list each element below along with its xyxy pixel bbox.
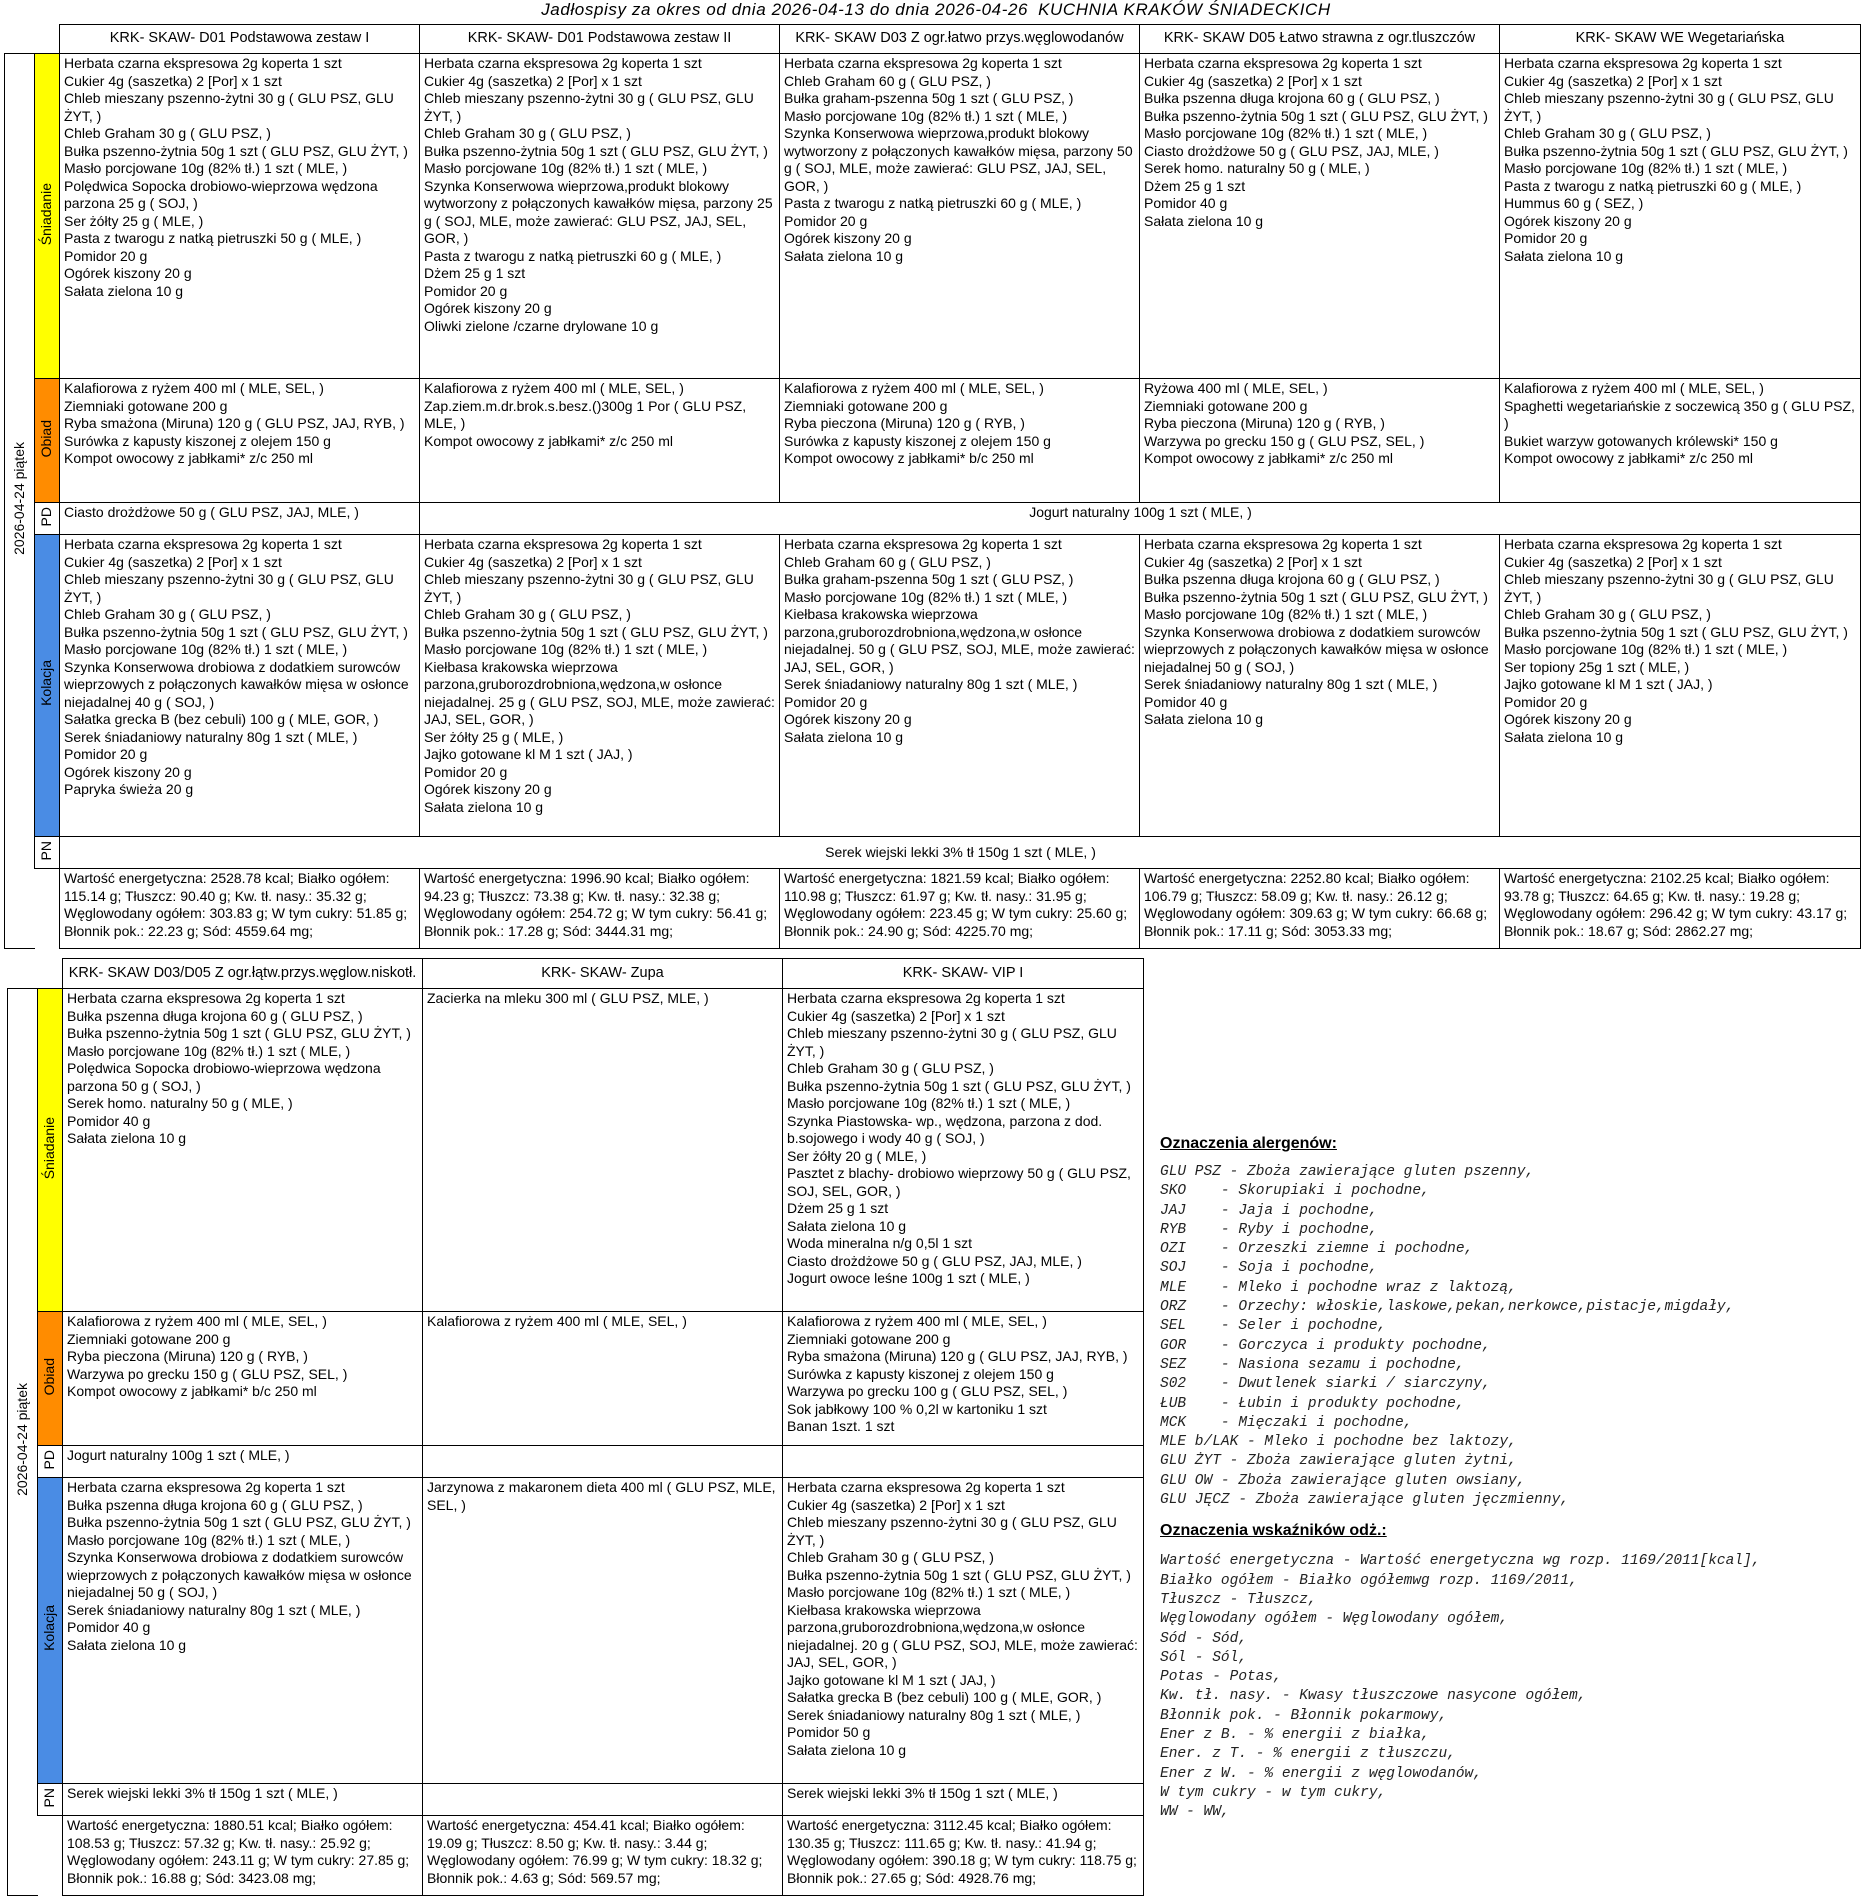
diet-header: KRK- SKAW D05 Łatwo strawna z ogr.tluszczów bbox=[1140, 25, 1500, 54]
menu-line: Ser żółty 20 g ( MLE, ) bbox=[787, 1147, 927, 1164]
menu-line: Masło porcjowane 10g (82% tł.) 1 szt ( MLE, ) bbox=[1504, 641, 1788, 657]
menu-line: Chleb mieszany pszenno-żytni 30 g ( GLU PSZ, GLU ŻYT, ) bbox=[787, 1514, 1117, 1548]
menu-line: Kalafiorowa z ryżem 400 ml ( MLE, SEL, ) bbox=[427, 1313, 687, 1329]
diet-header: KRK- SKAW D03 Z ogr.łatwo przys.węglowodanów bbox=[780, 25, 1140, 54]
menu-line: Węglowodany ogółem - Węglowodany ogółem, bbox=[1160, 1611, 1509, 1628]
menu-line: Kalafiorowa z ryżem 400 ml ( MLE, SEL, ) bbox=[424, 380, 684, 396]
menu-line: Masło porcjowane 10g (82% tł.) 1 szt ( MLE, ) bbox=[424, 160, 708, 176]
menu-line: Sałata zielona 10 g bbox=[787, 1217, 907, 1234]
menu-line: Warzywa po grecku 150 g ( GLU PSZ, SEL, ) bbox=[67, 1365, 348, 1382]
menu-line: Jajko gotowane kl M 1 szt ( JAJ, ) bbox=[787, 1671, 996, 1688]
menu-line: Pasztet z blachy- drobiowo wieprzowy 50 g ( GLU PSZ, SOJ, SEL, GOR, ) bbox=[787, 1165, 1131, 1199]
meal-label-sniadanie: Śniadanie bbox=[38, 989, 63, 1312]
menu-line: Pomidor 40 g bbox=[1144, 195, 1228, 211]
menu-cell bbox=[1500, 54, 1861, 379]
menu-line: Cukier 4g (saszetka) 2 [Por] x 1 szt bbox=[64, 553, 282, 570]
menu-cell bbox=[1500, 379, 1861, 503]
menu-line: Cukier 4g (saszetka) 2 [Por] x 1 szt bbox=[424, 553, 642, 570]
menu-line: JAJ - Jaja i pochodne, bbox=[1160, 1202, 1378, 1219]
menu-line: Jajko gotowane kl M 1 szt ( JAJ, ) bbox=[424, 746, 633, 762]
menu-line: Serek śniadaniowy naturalny 80g 1 szt ( MLE, ) bbox=[787, 1706, 1081, 1723]
menu-line: Spaghetti wegetariańskie z soczewicą 350 g ( GLU PSZ, ) bbox=[1504, 397, 1855, 431]
menu-line: Szynka Konserwowa wieprzowa,produkt blokowy wytworzony z połączonych kawałków mięsa, parzony 50 g ( SOJ, MLE, może zawierać: GLU PSZ, JAJ, SEL, GOR, ) bbox=[784, 125, 1133, 194]
menu-cell bbox=[780, 54, 1140, 379]
menu-line: Herbata czarna ekspresowa 2g koperta 1 szt bbox=[64, 536, 342, 552]
allergens-list bbox=[1160, 1163, 1860, 1510]
menu-line: MLE b/LAK - Mleko i pochodne bez laktozy, bbox=[1160, 1434, 1517, 1451]
menu-line: Ziemniaki gotowane 200 g bbox=[784, 397, 948, 414]
menu-line: Chleb Graham 60 g ( GLU PSZ, ) bbox=[784, 72, 991, 89]
menu-line: Hummus 60 g ( SEZ, ) bbox=[1504, 195, 1644, 211]
menu-line: Masło porcjowane 10g (82% tł.) 1 szt ( MLE, ) bbox=[1144, 125, 1428, 141]
menu-line: Pomidor 20 g bbox=[64, 247, 148, 264]
menu-line: Białko ogółem - Białko ogółemwg rozp. 1169/2011, bbox=[1160, 1572, 1578, 1589]
menu-line: Szynka Konserwowa drobiowa z dodatkiem surowców wieprzowych z połączonych kawałków mięsa w osłonce niejadalnej 50 g ( SOJ, ) bbox=[67, 1549, 412, 1600]
date-label: 2026-04-24 piątek bbox=[8, 989, 38, 1896]
menu-line: Bułka pszenna długa krojona 60 g ( GLU PSZ, ) bbox=[67, 1007, 363, 1024]
menu-cell bbox=[420, 535, 780, 837]
menu-line: Pomidor 20 g bbox=[784, 212, 868, 229]
menu-line: Ogórek kiszony 20 g bbox=[1504, 212, 1632, 229]
indicators-title: Oznaczenia wskaźników odż.: bbox=[1160, 1522, 1387, 1540]
nutrition-summary: Wartość energetyczna: 1880.51 kcal; Białko ogółem: 108.53 g; Tłuszcz: 57.32 g; Kw. tł. nasy.: 25.92 g; Węglowodany ogółem: 243.11 g; W tym cukry: 27.85 g; Błonnik pok.: 16.88 g; Sód: 3423.08 mg; bbox=[63, 1816, 423, 1896]
menu-line: Masło porcjowane 10g (82% tł.) 1 szt ( MLE, ) bbox=[1504, 160, 1788, 176]
menu-cell-merged: Serek wiejski lekki 3% tł 150g 1 szt ( MLE, ) bbox=[60, 837, 1861, 869]
diet-header: KRK- SKAW- VIP I bbox=[783, 959, 1144, 989]
menu-line: Bułka pszenna długa krojona 60 g ( GLU PSZ, ) bbox=[67, 1496, 363, 1513]
menu-line: Warzywa po grecku 150 g ( GLU PSZ, SEL, ) bbox=[1144, 432, 1425, 449]
menu-line: Kalafiorowa z ryżem 400 ml ( MLE, SEL, ) bbox=[784, 380, 1044, 396]
menu-line: Bułka pszenno-żytnia 50g 1 szt ( GLU PSZ, GLU ŻYT, ) bbox=[424, 142, 768, 159]
menu-line: Sałatka grecka B (bez cebuli) 100 g ( MLE, GOR, ) bbox=[64, 711, 379, 727]
menu-line: Bułka pszenno-żytnia 50g 1 szt ( GLU PSZ, GLU ŻYT, ) bbox=[64, 142, 408, 159]
menu-line: Herbata czarna ekspresowa 2g koperta 1 szt bbox=[784, 536, 1062, 552]
menu-line: Sałata zielona 10 g bbox=[1144, 711, 1264, 727]
menu-line: Herbata czarna ekspresowa 2g koperta 1 szt bbox=[787, 990, 1065, 1006]
meal-label-sniadanie: Śniadanie bbox=[35, 54, 60, 379]
menu-line: Herbata czarna ekspresowa 2g koperta 1 szt bbox=[424, 55, 702, 71]
menu-line: Serek śniadaniowy naturalny 80g 1 szt ( MLE, ) bbox=[1144, 676, 1438, 692]
menu-line: Herbata czarna ekspresowa 2g koperta 1 szt bbox=[1144, 55, 1422, 71]
menu-cell bbox=[60, 54, 420, 379]
menu-line: ŁUB - Łubin i produkty pochodne, bbox=[1160, 1395, 1465, 1412]
menu-line: Sałata zielona 10 g bbox=[787, 1741, 907, 1758]
menu-line: Bułka pszenno-żytnia 50g 1 szt ( GLU PSZ, GLU ŻYT, ) bbox=[1504, 142, 1848, 159]
menu-line: Tłuszcz - Tłuszcz, bbox=[1160, 1591, 1317, 1608]
menu-cell bbox=[783, 1312, 1144, 1446]
menu-line: Warzywa po grecku 100 g ( GLU PSZ, SEL, ) bbox=[787, 1383, 1068, 1399]
menu-line: Masło porcjowane 10g (82% tł.) 1 szt ( MLE, ) bbox=[64, 160, 348, 176]
indicators-list bbox=[1160, 1552, 1860, 1822]
menu-line: Pomidor 40 g bbox=[67, 1112, 151, 1129]
menu-line: SEL - Seler i pochodne, bbox=[1160, 1318, 1387, 1335]
menu-line: Cukier 4g (saszetka) 2 [Por] x 1 szt bbox=[1144, 72, 1362, 89]
menu-line: Kompot owocowy z jabłkami* z/c 250 ml bbox=[64, 450, 313, 466]
menu-line: Pasta z twarogu z natką pietruszki 50 g ( MLE, ) bbox=[64, 230, 362, 246]
menu-line: Bułka graham-pszenna 50g 1 szt ( GLU PSZ, ) bbox=[784, 90, 1074, 106]
menu-line: Pomidor 20 g bbox=[64, 746, 148, 762]
menu-line: Chleb mieszany pszenno-żytni 30 g ( GLU PSZ, GLU ŻYT, ) bbox=[1504, 90, 1834, 124]
menu-line: Cukier 4g (saszetka) 2 [Por] x 1 szt bbox=[1504, 72, 1722, 89]
menu-line: Pomidor 40 g bbox=[67, 1619, 151, 1635]
menu-line: GOR - Gorczyca i produkty pochodne, bbox=[1160, 1337, 1491, 1354]
menu-cell bbox=[423, 1784, 783, 1816]
diet-header: KRK- SKAW- Zupa bbox=[423, 959, 783, 989]
menu-line: WW - WW, bbox=[1160, 1804, 1230, 1821]
nutrition-summary: Wartość energetyczna: 1821.59 kcal; Białko ogółem: 110.98 g; Tłuszcz: 61.97 g; Kw. tł. nasy.: 31.95 g; Węglowodany ogółem: 223.45 g; W tym cukry: 25.60 g; Błonnik pok.: 24.90 g; Sód: 4225.70 mg; bbox=[780, 869, 1140, 949]
menu-line: Chleb Graham 30 g ( GLU PSZ, ) bbox=[787, 1060, 994, 1076]
menu-line: Ener. z T. - % energii z tłuszczu, bbox=[1160, 1746, 1456, 1763]
menu-line: Masło porcjowane 10g (82% tł.) 1 szt ( MLE, ) bbox=[67, 1042, 351, 1059]
menu-line: Ogórek kiszony 20 g bbox=[424, 781, 552, 797]
menu-line: Chleb mieszany pszenno-żytni 30 g ( GLU PSZ, GLU ŻYT, ) bbox=[424, 90, 754, 124]
menu-line: Kompot owocowy z jabłkami* z/c 250 ml bbox=[1144, 450, 1393, 466]
menu-line: Serek śniadaniowy naturalny 80g 1 szt ( MLE, ) bbox=[67, 1601, 361, 1618]
diet-header: KRK- SKAW- D01 Podstawowa zestaw I bbox=[60, 25, 420, 54]
menu-cell bbox=[420, 379, 780, 503]
menu-cell: Serek wiejski lekki 3% tł 150g 1 szt ( MLE, ) bbox=[783, 1784, 1144, 1816]
nutrition-summary: Wartość energetyczna: 3112.45 kcal; Białko ogółem: 130.35 g; Tłuszcz: 111.65 g; Kw. tł. nasy.: 41.94 g; Węglowodany ogółem: 390.18 g; W tym cukry: 118.75 g; Błonnik pok.: 27.65 g; Sód: 4928.76 mg; bbox=[783, 1816, 1144, 1896]
menu-line: Jarzynowa z makaronem dieta 400 ml ( GLU PSZ, MLE, SEL, ) bbox=[427, 1479, 776, 1513]
menu-line: Pomidor 20 g bbox=[1504, 230, 1588, 246]
menu-line: Masło porcjowane 10g (82% tł.) 1 szt ( MLE, ) bbox=[1144, 606, 1428, 622]
menu-line: Ryba smażona (Miruna) 120 g ( GLU PSZ, JAJ, RYB, ) bbox=[787, 1348, 1128, 1364]
menu-line: Masło porcjowane 10g (82% tł.) 1 szt ( MLE, ) bbox=[784, 588, 1068, 605]
menu-line: Chleb mieszany pszenno-żytni 30 g ( GLU PSZ, GLU ŻYT, ) bbox=[424, 571, 754, 605]
menu-line: Herbata czarna ekspresowa 2g koperta 1 szt bbox=[424, 536, 702, 552]
menu-line: Kalafiorowa z ryżem 400 ml ( MLE, SEL, ) bbox=[67, 1313, 327, 1329]
menu-line: Bukiet warzyw gotowanych królewski* 150 g bbox=[1504, 432, 1778, 449]
menu-line: Sok jabłkowy 100 % 0,2l w kartoniku 1 szt bbox=[787, 1400, 1047, 1417]
menu-line: Surówka z kapusty kiszonej z olejem 150 g bbox=[64, 432, 331, 449]
menu-line: Sałata zielona 10 g bbox=[424, 798, 544, 815]
menu-line: Kompot owocowy z jabłkami* z/c 250 ml bbox=[1504, 450, 1753, 466]
menu-line: Bułka graham-pszenna 50g 1 szt ( GLU PSZ, ) bbox=[784, 571, 1074, 587]
menu-line: Serek śniadaniowy naturalny 80g 1 szt ( MLE, ) bbox=[64, 728, 358, 745]
menu-line: Kompot owocowy z jabłkami* b/c 250 ml bbox=[67, 1383, 317, 1399]
menu-line: Cukier 4g (saszetka) 2 [Por] x 1 szt bbox=[424, 72, 642, 89]
menu-cell bbox=[1500, 535, 1861, 837]
menu-line: Chleb Graham 30 g ( GLU PSZ, ) bbox=[64, 125, 271, 141]
menu-line: Kw. tł. nasy. - Kwasy tłuszczowe nasycone ogółem, bbox=[1160, 1688, 1587, 1705]
menu-line: Kalafiorowa z ryżem 400 ml ( MLE, SEL, ) bbox=[1504, 380, 1764, 396]
menu-line: Sól - Sól, bbox=[1160, 1649, 1248, 1666]
menu-line: MLE - Mleko i pochodne wraz z laktozą, bbox=[1160, 1279, 1517, 1296]
menu-line: Kiełbasa krakowska wieprzowa parzona,gruborozdrobniona,wędzona,w osłonce niejadalnej. 50 g ( GLU PSZ, SOJ, MLE, może zawierać: JAJ, SEL, GOR, ) bbox=[784, 606, 1135, 675]
menu-line: GLU PSZ - Zboża zawierające gluten pszenny, bbox=[1160, 1164, 1535, 1180]
menu-line: Chleb Graham 60 g ( GLU PSZ, ) bbox=[784, 553, 991, 570]
menu-line: Ziemniaki gotowane 200 g bbox=[1144, 397, 1308, 414]
menu-cell bbox=[783, 1478, 1144, 1784]
diet-header: KRK- SKAW D03/D05 Z ogr.łątw.przys.węglow.niskotł. bbox=[63, 959, 423, 989]
menu-line: Zap.ziem.m.dr.brok.s.besz.()300g 1 Por ( GLU PSZ, MLE, ) bbox=[424, 397, 747, 431]
menu-cell bbox=[63, 1478, 423, 1784]
menu-line: Cukier 4g (saszetka) 2 [Por] x 1 szt bbox=[787, 1007, 1005, 1024]
menu-line: Cukier 4g (saszetka) 2 [Por] x 1 szt bbox=[1144, 553, 1362, 570]
menu-line: Ryba pieczona (Miruna) 120 g ( RYB, ) bbox=[784, 415, 1025, 431]
menu-line: Herbata czarna ekspresowa 2g koperta 1 szt bbox=[1504, 536, 1782, 552]
menu-cell bbox=[780, 535, 1140, 837]
menu-line: Ser żółty 25 g ( MLE, ) bbox=[424, 728, 564, 745]
menu-line: Wartość energetyczna - Wartość energetyczna wg rozp. 1169/2011[kcal], bbox=[1160, 1553, 1761, 1570]
menu-cell: Serek wiejski lekki 3% tł 150g 1 szt ( MLE, ) bbox=[63, 1784, 423, 1816]
date-label: 2026-04-24 piątek bbox=[5, 54, 35, 949]
menu-line: Pomidor 20 g bbox=[424, 763, 508, 780]
menu-line: Błonnik pok. - Błonnik pokarmowy, bbox=[1160, 1707, 1448, 1724]
menu-line: Pomidor 20 g bbox=[424, 282, 508, 299]
meal-label-obiad: Obiad bbox=[35, 379, 60, 503]
menu-line: Sałata zielona 10 g bbox=[1504, 247, 1624, 264]
menu-line: Ryżowa 400 ml ( MLE, SEL, ) bbox=[1144, 380, 1328, 396]
menu-line: Surówka z kapusty kiszonej z olejem 150 g bbox=[787, 1365, 1054, 1382]
menu-line: Herbata czarna ekspresowa 2g koperta 1 szt bbox=[64, 55, 342, 71]
menu-line: Bułka pszenno-żytnia 50g 1 szt ( GLU PSZ, GLU ŻYT, ) bbox=[787, 1077, 1131, 1094]
menu-line: SOJ - Soja i pochodne, bbox=[1160, 1260, 1378, 1277]
menu-line: Szynka Konserwowa drobiowa z dodatkiem surowców wieprzowych z połączonych kawałków mięsa w osłonce niejadalnej 40 g ( SOJ, ) bbox=[64, 658, 409, 710]
meal-label-pd: PD bbox=[38, 1446, 63, 1478]
menu-line: Bułka pszenna długa krojona 60 g ( GLU PSZ, ) bbox=[1144, 571, 1440, 587]
menu-line: Herbata czarna ekspresowa 2g koperta 1 szt bbox=[784, 55, 1062, 71]
meal-label-pd: PD bbox=[35, 503, 60, 535]
menu-cell-merged: Jogurt naturalny 100g 1 szt ( MLE, ) bbox=[420, 503, 1861, 535]
menu-line: Cukier 4g (saszetka) 2 [Por] x 1 szt bbox=[1504, 553, 1722, 570]
menu-line: Ryba pieczona (Miruna) 120 g ( RYB, ) bbox=[1144, 415, 1385, 431]
menu-line: Ziemniaki gotowane 200 g bbox=[64, 397, 228, 414]
menu-line: GLU OW - Zboża zawierające gluten owsiany, bbox=[1160, 1472, 1526, 1489]
menu-line: Chleb mieszany pszenno-żytni 30 g ( GLU PSZ, GLU ŻYT, ) bbox=[64, 571, 394, 605]
menu-line: Bułka pszenno-żytnia 50g 1 szt ( GLU PSZ, GLU ŻYT, ) bbox=[67, 1514, 411, 1530]
menu-line: Jogurt owoce leśne 100g 1 szt ( MLE, ) bbox=[787, 1270, 1030, 1286]
meal-label-pn: PN bbox=[38, 1784, 63, 1816]
menu-line: Herbata czarna ekspresowa 2g koperta 1 szt bbox=[787, 1479, 1065, 1495]
menu-line: Banan 1szt. 1 szt bbox=[787, 1418, 895, 1434]
menu-line: Sałatka grecka B (bez cebuli) 100 g ( MLE, GOR, ) bbox=[787, 1689, 1102, 1705]
menu-line: Oliwki zielone /czarne drylowane 10 g bbox=[424, 317, 659, 334]
menu-line: GLU JĘCZ - Zboża zawierające gluten jęczmienny, bbox=[1160, 1492, 1569, 1509]
menu-line: Chleb Graham 30 g ( GLU PSZ, ) bbox=[424, 125, 631, 141]
menu-line: Serek śniadaniowy naturalny 80g 1 szt ( MLE, ) bbox=[784, 676, 1078, 692]
meal-label-pn: PN bbox=[35, 837, 60, 869]
menu-line: Kompot owocowy z jabłkami* z/c 250 ml bbox=[424, 432, 673, 449]
menu-line: Pomidor 50 g bbox=[787, 1724, 871, 1740]
menu-table-section-1 bbox=[4, 24, 1861, 949]
menu-line: Bułka pszenno-żytnia 50g 1 szt ( GLU PSZ, GLU ŻYT, ) bbox=[424, 623, 768, 640]
legend bbox=[1160, 1135, 1860, 1823]
period-title: Jadłospisy za okres od dnia 2026-04-13 do dnia 2026-04-26 bbox=[541, 0, 1029, 19]
menu-line: Szynka Konserwowa drobiowa z dodatkiem surowców wieprzowych z połączonych kawałków mięsa w osłonce niejadalnej 50 g ( SOJ, ) bbox=[1144, 623, 1489, 675]
nutrition-summary: Wartość energetyczna: 2252.80 kcal; Białko ogółem: 106.79 g; Tłuszcz: 58.09 g; Kw. tł. nasy.: 26.12 g; Węglowodany ogółem: 309.63 g; W tym cukry: 66.68 g; Błonnik pok.: 17.11 g; Sód: 3053.33 mg; bbox=[1140, 869, 1500, 949]
menu-line: SEZ - Nasiona sezamu i pochodne, bbox=[1160, 1356, 1465, 1373]
menu-line: Pasta z twarogu z natką pietruszki 60 g ( MLE, ) bbox=[1504, 177, 1802, 194]
menu-line: Pasta z twarogu z natką pietruszki 60 g ( MLE, ) bbox=[784, 195, 1082, 211]
menu-line: Bułka pszenna długa krojona 60 g ( GLU PSZ, ) bbox=[1144, 90, 1440, 106]
nutrition-summary: Wartość energetyczna: 2102.25 kcal; Białko ogółem: 93.78 g; Tłuszcz: 64.65 g; Kw. tł. nasy.: 19.28 g; Węglowodany ogółem: 296.42 g; W tym cukry: 43.17 g; Błonnik pok.: 18.67 g; Sód: 2862.27 mg; bbox=[1500, 869, 1861, 949]
menu-line: Kompot owocowy z jabłkami* b/c 250 ml bbox=[784, 450, 1034, 466]
menu-line: Ser żółty 25 g ( MLE, ) bbox=[64, 212, 204, 229]
menu-line: Ogórek kiszony 20 g bbox=[784, 230, 912, 246]
menu-line: Ogórek kiszony 20 g bbox=[64, 763, 192, 780]
menu-cell bbox=[63, 1312, 423, 1446]
allergens-title: Oznaczenia alergenów: bbox=[1160, 1135, 1337, 1152]
menu-line: RYB - Ryby i pochodne, bbox=[1160, 1221, 1378, 1238]
menu-line: Ener z B. - % energii z białka, bbox=[1160, 1727, 1430, 1744]
menu-line: Chleb Graham 30 g ( GLU PSZ, ) bbox=[1504, 606, 1711, 622]
menu-line: Pomidor 40 g bbox=[1144, 693, 1228, 710]
menu-line: Ogórek kiszony 20 g bbox=[784, 711, 912, 727]
menu-line: Bułka pszenno-żytnia 50g 1 szt ( GLU PSZ, GLU ŻYT, ) bbox=[1504, 623, 1848, 640]
menu-line: Cukier 4g (saszetka) 2 [Por] x 1 szt bbox=[64, 72, 282, 89]
menu-cell bbox=[423, 989, 783, 1312]
menu-table-section-2 bbox=[7, 958, 1144, 1896]
menu-line: Ogórek kiszony 20 g bbox=[424, 300, 552, 316]
menu-line: Bułka pszenno-żytnia 50g 1 szt ( GLU PSZ, GLU ŻYT, ) bbox=[787, 1566, 1131, 1583]
menu-cell bbox=[423, 1446, 783, 1478]
menu-line: Pasta z twarogu z natką pietruszki 60 g ( MLE, ) bbox=[424, 247, 722, 264]
meal-label-kolacja: Kolacja bbox=[38, 1478, 63, 1784]
menu-line: Dżem 25 g 1 szt bbox=[1144, 177, 1246, 194]
menu-cell bbox=[1140, 54, 1500, 379]
menu-line: MCK - Mięczaki i pochodne, bbox=[1160, 1414, 1413, 1431]
menu-line: Cukier 4g (saszetka) 2 [Por] x 1 szt bbox=[787, 1496, 1005, 1513]
meal-label-kolacja: Kolacja bbox=[35, 535, 60, 837]
menu-line: Ser topiony 25g 1 szt ( MLE, ) bbox=[1504, 658, 1690, 675]
menu-line: Ryba smażona (Miruna) 120 g ( GLU PSZ, JAJ, RYB, ) bbox=[64, 415, 405, 431]
menu-line: Potas - Potas, bbox=[1160, 1669, 1282, 1686]
menu-line: Chleb mieszany pszenno-żytni 30 g ( GLU PSZ, GLU ŻYT, ) bbox=[787, 1025, 1117, 1059]
menu-line: Herbata czarna ekspresowa 2g koperta 1 szt bbox=[1504, 55, 1782, 71]
menu-cell bbox=[60, 379, 420, 503]
menu-line: Bułka pszenno-żytnia 50g 1 szt ( GLU PSZ, GLU ŻYT, ) bbox=[1144, 588, 1488, 605]
menu-line: Szynka Konserwowa wieprzowa,produkt blokowy wytworzony z połączonych kawałków mięsa, parzony 25 g ( SOJ, MLE, może zawierać: GLU PSZ, JAJ, SEL, GOR, ) bbox=[424, 177, 773, 246]
menu-line: Ogórek kiszony 20 g bbox=[64, 265, 192, 281]
menu-line: Surówka z kapusty kiszonej z olejem 150 g bbox=[784, 432, 1051, 449]
menu-line: Herbata czarna ekspresowa 2g koperta 1 szt bbox=[67, 1479, 345, 1495]
menu-line: Masło porcjowane 10g (82% tł.) 1 szt ( MLE, ) bbox=[64, 641, 348, 657]
menu-cell bbox=[780, 379, 1140, 503]
menu-line: Bułka pszenno-żytnia 50g 1 szt ( GLU PSZ, GLU ŻYT, ) bbox=[1144, 107, 1488, 124]
menu-line: Herbata czarna ekspresowa 2g koperta 1 szt bbox=[1144, 536, 1422, 552]
menu-line: W tym cukry - w tym cukry, bbox=[1160, 1784, 1387, 1801]
menu-line: Jajko gotowane kl M 1 szt ( JAJ, ) bbox=[1504, 676, 1713, 692]
menu-line: Polędwica Sopocka drobiowo-wieprzowa wędzona parzona 50 g ( SOJ, ) bbox=[67, 1060, 381, 1094]
menu-line: GLU ŻYT - Zboża zawierające gluten żytni, bbox=[1160, 1453, 1517, 1470]
menu-cell bbox=[423, 1312, 783, 1446]
menu-line: SKO - Skorupiaki i pochodne, bbox=[1160, 1183, 1430, 1200]
menu-line: Chleb mieszany pszenno-żytni 30 g ( GLU PSZ, GLU ŻYT, ) bbox=[1504, 571, 1834, 605]
nutrition-summary: Wartość energetyczna: 2528.78 kcal; Białko ogółem: 115.14 g; Tłuszcz: 90.40 g; Kw. tł. nasy.: 35.32 g; Węglowodany ogółem: 303.83 g; W tym cukry: 51.85 g; Błonnik pok.: 22.23 g; Sód: 4559.64 mg; bbox=[60, 869, 420, 949]
menu-line: Sałata zielona 10 g bbox=[64, 282, 184, 299]
menu-line: Pomidor 20 g bbox=[1504, 693, 1588, 710]
menu-line: Serek homo. naturalny 50 g ( MLE, ) bbox=[1144, 160, 1370, 176]
menu-line: Sód - Sód, bbox=[1160, 1630, 1248, 1647]
menu-line: Chleb Graham 30 g ( GLU PSZ, ) bbox=[424, 606, 631, 622]
menu-line: Ziemniaki gotowane 200 g bbox=[67, 1330, 231, 1347]
menu-line: Kiełbasa krakowska wieprzowa parzona,gruborozdrobniona,wędzona,w osłonce niejadalnej. 20 g ( GLU PSZ, SOJ, MLE, może zawierać: JAJ, SEL, GOR, ) bbox=[787, 1601, 1138, 1670]
menu-line: Pomidor 20 g bbox=[784, 693, 868, 710]
menu-line: Masło porcjowane 10g (82% tł.) 1 szt ( MLE, ) bbox=[784, 107, 1068, 124]
nutrition-summary: Wartość energetyczna: 454.41 kcal; Białko ogółem: 19.09 g; Tłuszcz: 8.50 g; Kw. tł. nasy.: 3.44 g; Węglowodany ogółem: 76.99 g; W tym cukry: 18.32 g; Błonnik pok.: 4.63 g; Sód: 569.57 mg; bbox=[423, 1816, 783, 1896]
menu-line: Sałata zielona 10 g bbox=[784, 728, 904, 745]
menu-cell bbox=[1140, 379, 1500, 503]
menu-line: Ener z W. - % energii z węglowodanów, bbox=[1160, 1765, 1482, 1782]
menu-line: Ryba pieczona (Miruna) 120 g ( RYB, ) bbox=[67, 1348, 308, 1364]
meal-label-obiad: Obiad bbox=[38, 1312, 63, 1446]
menu-line: Sałata zielona 10 g bbox=[1144, 212, 1264, 229]
menu-line: Masło porcjowane 10g (82% tł.) 1 szt ( MLE, ) bbox=[67, 1531, 351, 1548]
menu-line: Bułka pszenno-żytnia 50g 1 szt ( GLU PSZ, GLU ŻYT, ) bbox=[64, 623, 408, 640]
menu-line: Chleb Graham 30 g ( GLU PSZ, ) bbox=[64, 606, 271, 622]
menu-cell bbox=[63, 989, 423, 1312]
menu-cell bbox=[423, 1478, 783, 1784]
menu-cell bbox=[783, 989, 1144, 1312]
menu-line: Kalafiorowa z ryżem 400 ml ( MLE, SEL, ) bbox=[64, 380, 324, 396]
menu-line: Chleb Graham 30 g ( GLU PSZ, ) bbox=[787, 1549, 994, 1565]
menu-line: Kalafiorowa z ryżem 400 ml ( MLE, SEL, ) bbox=[787, 1313, 1047, 1329]
menu-line: Sałata zielona 10 g bbox=[67, 1130, 187, 1146]
menu-line: Ciasto drożdżowe 50 g ( GLU PSZ, JAJ, MLE, ) bbox=[787, 1252, 1082, 1269]
menu-line: ORZ - Orzechy: włoskie,laskowe,pekan,nerkowce,pistacje,migdały, bbox=[1160, 1299, 1735, 1316]
menu-line: Masło porcjowane 10g (82% tł.) 1 szt ( MLE, ) bbox=[424, 641, 708, 657]
nutrition-summary: Wartość energetyczna: 1996.90 kcal; Białko ogółem: 94.23 g; Tłuszcz: 73.38 g; Kw. tł. nasy.: 32.38 g; Węglowodany ogółem: 254.72 g; W tym cukry: 56.41 g; Błonnik pok.: 17.28 g; Sód: 3444.31 mg; bbox=[420, 869, 780, 949]
menu-line: Ziemniaki gotowane 200 g bbox=[787, 1330, 951, 1347]
menu-line: Szynka Piastowska- wp., wędzona, parzona z dod. b.sojowego i wody 40 g ( SOJ, ) bbox=[787, 1112, 1103, 1146]
menu-cell bbox=[783, 1446, 1144, 1478]
menu-cell: Jogurt naturalny 100g 1 szt ( MLE, ) bbox=[63, 1446, 423, 1478]
menu-line: Ciasto drożdżowe 50 g ( GLU PSZ, JAJ, MLE, ) bbox=[1144, 142, 1439, 159]
menu-line: Sałata zielona 10 g bbox=[1504, 728, 1624, 745]
menu-line: Masło porcjowane 10g (82% tł.) 1 szt ( MLE, ) bbox=[787, 1095, 1071, 1111]
menu-line: Chleb mieszany pszenno-żytni 30 g ( GLU PSZ, GLU ŻYT, ) bbox=[64, 90, 394, 124]
menu-line: Sałata zielona 10 g bbox=[784, 247, 904, 264]
menu-line: Papryka świeża 20 g bbox=[64, 781, 194, 797]
menu-line: S02 - Dwutlenek siarki / siarczyny, bbox=[1160, 1376, 1491, 1393]
menu-cell: Ciasto drożdżowe 50 g ( GLU PSZ, JAJ, MLE, ) bbox=[60, 503, 420, 535]
menu-line: Woda mineralna n/g 0,5l 1 szt bbox=[787, 1235, 972, 1251]
menu-line: Sałata zielona 10 g bbox=[67, 1636, 187, 1653]
menu-line: Bułka pszenno-żytnia 50g 1 szt ( GLU PSZ, GLU ŻYT, ) bbox=[67, 1025, 411, 1041]
menu-line: Kiełbasa krakowska wieprzowa parzona,gruborozdrobniona,wędzona,w osłonce niejadalnej. 25 g ( GLU PSZ, SOJ, MLE, może zawierać: JAJ, SEL, GOR, ) bbox=[424, 658, 775, 727]
menu-line: Chleb Graham 30 g ( GLU PSZ, ) bbox=[1504, 125, 1711, 141]
menu-cell bbox=[420, 54, 780, 379]
menu-line: Serek homo. naturalny 50 g ( MLE, ) bbox=[67, 1095, 293, 1111]
menu-line: Dżem 25 g 1 szt bbox=[787, 1200, 889, 1216]
diet-header: KRK- SKAW- D01 Podstawowa zestaw II bbox=[420, 25, 780, 54]
menu-line: Herbata czarna ekspresowa 2g koperta 1 szt bbox=[67, 990, 345, 1006]
menu-cell bbox=[1140, 535, 1500, 837]
menu-line: Dżem 25 g 1 szt bbox=[424, 265, 526, 281]
kitchen-title: KUCHNIA KRAKÓW ŚNIADECKICH bbox=[1038, 0, 1331, 19]
menu-line: Polędwica Sopocka drobiowo-wieprzowa wędzona parzona 25 g ( SOJ, ) bbox=[64, 177, 378, 211]
menu-cell bbox=[60, 535, 420, 837]
menu-line: Ogórek kiszony 20 g bbox=[1504, 711, 1632, 727]
menu-line: Zacierka na mleku 300 ml ( GLU PSZ, MLE, ) bbox=[427, 990, 709, 1006]
diet-header: KRK- SKAW WE Wegetariańska bbox=[1500, 25, 1861, 54]
page-title bbox=[0, 0, 1872, 22]
menu-line: OZI - Orzeszki ziemne i pochodne, bbox=[1160, 1241, 1474, 1258]
menu-line: Masło porcjowane 10g (82% tł.) 1 szt ( MLE, ) bbox=[787, 1584, 1071, 1600]
